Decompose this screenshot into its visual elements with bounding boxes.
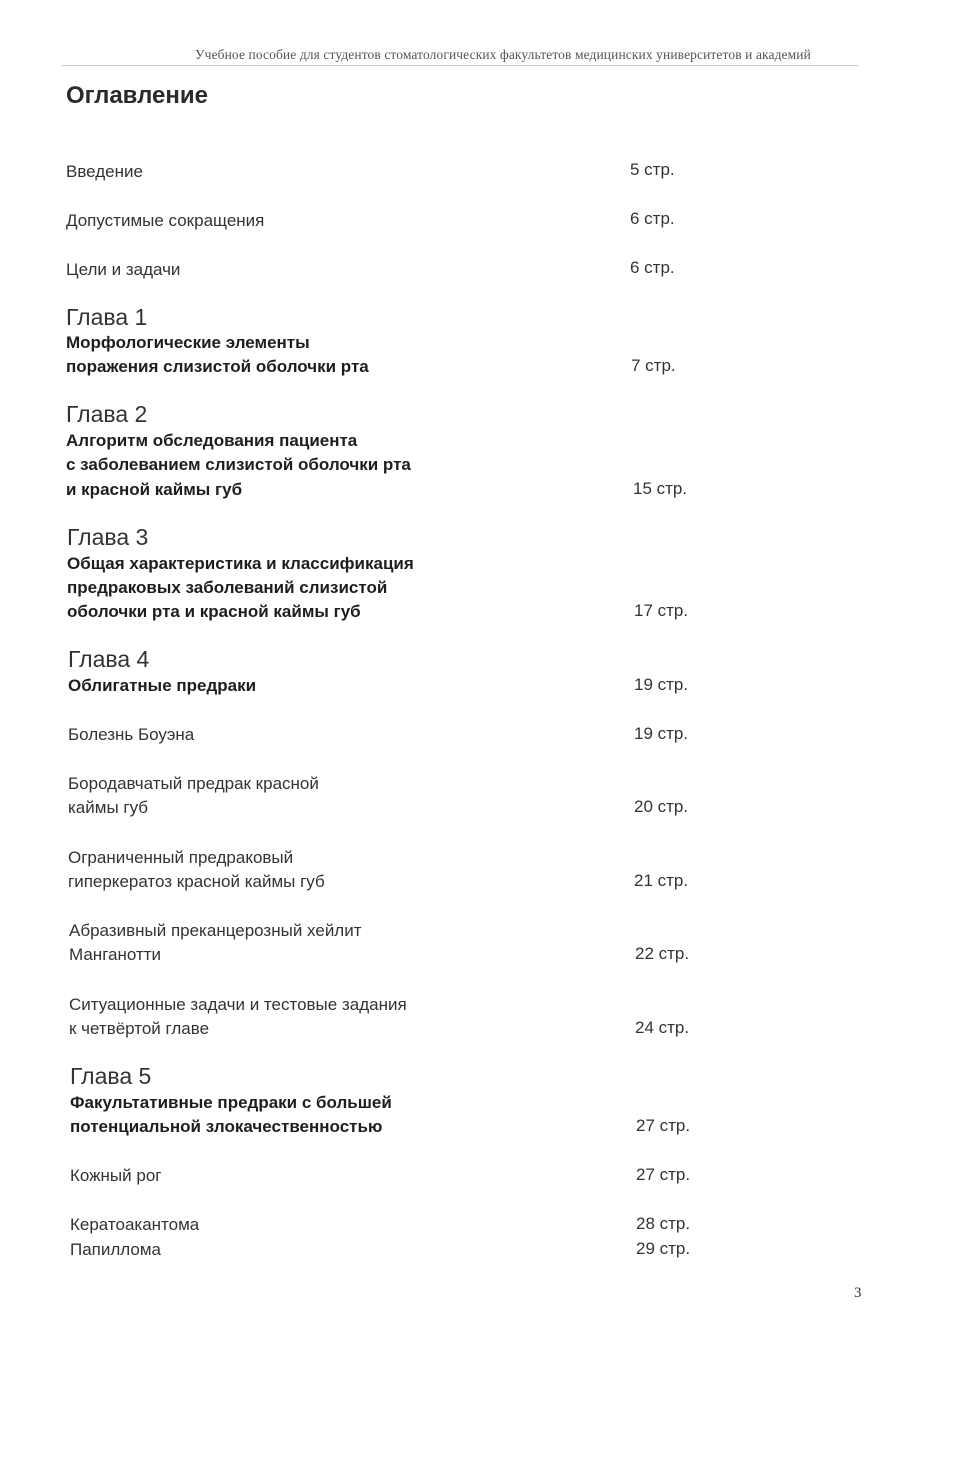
toc-page-abbreviations: 6 стр. (630, 209, 675, 228)
chapter-2-heading: Глава 2 (66, 401, 148, 427)
toc-entry-abrasive-line1: Абразивный преканцерозный хейлит (69, 921, 362, 940)
chapter-3-heading: Глава 3 (67, 524, 149, 550)
chapter-1-title-line1: Морфологические элементы (66, 333, 310, 352)
toc-page-hyperkeratosis: 21 стр. (634, 871, 689, 890)
toc-entry-intro: Введение (66, 162, 143, 181)
toc-entry-tasks-line1: Ситуационные задачи и тестовые задания (69, 995, 407, 1014)
chapter-4-title-line1: Облигатные предраки (68, 676, 257, 695)
chapter-3-title-line1: Общая характеристика и классификация (67, 554, 414, 573)
toc-entry-abbreviations: Допустимые сокращения (66, 211, 265, 230)
chapter-4-page: 19 стр. (634, 675, 689, 694)
toc-page-papilloma: 29 стр. (636, 1239, 691, 1258)
toc-page-bowen: 19 стр. (634, 724, 689, 743)
page-title: Оглавление (66, 82, 208, 109)
chapter-2-title-line2: с заболеванием слизистой оболочки рта (66, 455, 411, 474)
chapter-3-page: 17 стр. (634, 601, 689, 620)
toc-entry-warty-line2: каймы губ (68, 798, 149, 817)
toc-page-intro: 5 стр. (630, 160, 675, 179)
toc-page-horn: 27 стр. (636, 1165, 691, 1184)
toc-entry-horn: Кожный рог (70, 1166, 162, 1185)
chapter-4-heading: Глава 4 (68, 646, 150, 672)
header-divider (62, 65, 858, 66)
chapter-3-title-line3: оболочки рта и красной каймы губ (67, 602, 361, 621)
page-number: 3 (854, 1285, 862, 1301)
toc-page-warty: 20 стр. (634, 797, 689, 816)
chapter-5-title-line1: Факультативные предраки с большей (70, 1093, 392, 1112)
toc-entry-keratoacanthoma: Кератоакантома (70, 1215, 200, 1234)
toc-page-tasks: 24 стр. (635, 1018, 690, 1037)
running-header: Учебное пособие для студентов стоматологических факультетов медицинских университетов и академий (195, 47, 811, 62)
chapter-1-heading: Глава 1 (66, 304, 148, 330)
chapter-2-title-line1: Алгоритм обследования пациента (66, 431, 358, 450)
chapter-1-page: 7 стр. (631, 356, 676, 375)
chapter-5-title-line2: потенциальной злокачественностью (70, 1117, 383, 1136)
chapter-2-title-line3: и красной каймы губ (66, 480, 243, 499)
toc-entry-tasks-line2: к четвёртой главе (69, 1019, 210, 1038)
toc-page-goals: 6 стр. (630, 258, 675, 277)
toc-entry-goals: Цели и задачи (66, 260, 181, 279)
toc-entry-hyperkeratosis-line1: Ограниченный предраковый (68, 848, 294, 867)
chapter-3-title-line2: предраковых заболеваний слизистой (67, 578, 388, 597)
toc-entry-hyperkeratosis-line2: гиперкератоз красной каймы губ (68, 872, 325, 891)
toc-entry-warty-line1: Бородавчатый предрак красной (68, 774, 319, 793)
toc-entry-bowen: Болезнь Боуэна (68, 725, 195, 744)
toc-page-abrasive: 22 стр. (635, 944, 690, 963)
toc-entry-abrasive-line2: Манганотти (69, 945, 162, 964)
chapter-5-heading: Глава 5 (70, 1063, 152, 1089)
chapter-1-title-line2: поражения слизистой оболочки рта (66, 357, 369, 376)
toc-page-keratoacanthoma: 28 стр. (636, 1214, 691, 1233)
toc-entry-papilloma: Папиллома (70, 1240, 162, 1259)
chapter-2-page: 15 стр. (633, 479, 688, 498)
chapter-5-page: 27 стр. (636, 1116, 691, 1135)
